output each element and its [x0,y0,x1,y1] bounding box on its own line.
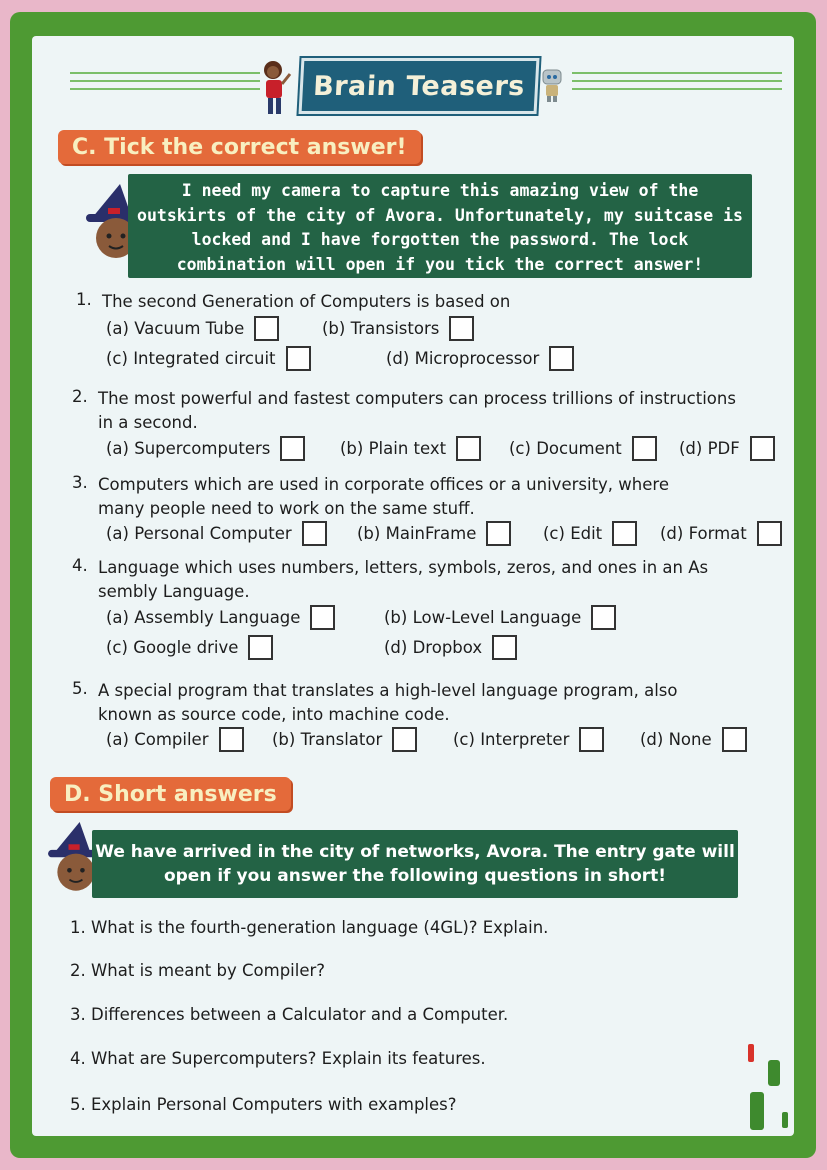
option-label: (c) Interpreter [453,730,570,749]
q3-option-a[interactable] [106,521,327,546]
tick-box[interactable] [486,521,511,546]
section-c-heading-text: C. Tick the correct answer! [72,134,407,160]
q1-option-c[interactable] [106,346,311,371]
tick-box[interactable] [750,436,775,461]
short-answer-5: 5. Explain Personal Computers with examples? [70,1095,457,1114]
option-label: (d) PDF [679,439,740,458]
q5-option-b[interactable] [272,727,417,752]
tick-box[interactable] [591,605,616,630]
q5-option-a[interactable] [106,727,244,752]
q5-option-d[interactable] [640,727,747,752]
q4-option-c[interactable] [106,635,273,660]
short-answer-2: 2. What is meant by Compiler? [70,961,326,980]
tick-box[interactable] [219,727,244,752]
question-number: 1. [76,290,92,309]
question-stem: The second Generation of Computers is based on [102,292,511,311]
q4-option-b[interactable] [384,605,616,630]
option-label: (d) None [640,730,712,749]
section-c-intro: I need my camera to capture this amazing view of the outskirts of the city of Avora. Unfortunately, my suitcase is locked and I have forgotten the password. The lock combination will open if you tick the correct answer! [137,181,743,274]
question-stem: The most powerful and fastest computers can process trillions of instructions in a second. [98,389,736,432]
tick-box[interactable] [492,635,517,660]
section-d-intro: We have arrived in the city of networks, Avora. The entry gate will open if you answer the following questions in short! [95,842,735,886]
tick-box[interactable] [722,727,747,752]
tick-box[interactable] [302,521,327,546]
section-c-intro-banner [128,174,752,278]
q1-option-b[interactable] [322,316,474,341]
q4-option-a[interactable] [106,605,335,630]
option-label: (a) Supercomputers [106,439,271,458]
question-number: 3. [72,473,88,492]
q1-option-d[interactable] [386,346,574,371]
question-number: 4. [72,556,88,575]
q2-option-d[interactable] [679,436,775,461]
q5-option-c[interactable] [453,727,604,752]
q3-option-d[interactable] [660,521,782,546]
short-answer-3: 3. Differences between a Calculator and a Computer. [70,1005,509,1024]
option-label: (d) Microprocessor [386,349,540,368]
option-label: (c) Edit [543,524,603,543]
question-stem: Computers which are used in corporate offices or a university, where many people need to work on the same stuff. [98,475,669,518]
tick-box[interactable] [392,727,417,752]
tick-box[interactable] [286,346,311,371]
option-label: (c) Document [509,439,622,458]
tick-box[interactable] [612,521,637,546]
question-number: 2. [72,387,88,406]
option-label: (b) Translator [272,730,383,749]
option-label: (a) Personal Computer [106,524,292,543]
question-stem: A special program that translates a high-level language program, also known as source code, into machine code. [98,681,678,724]
section-d-intro-banner [92,830,738,898]
option-label: (b) Plain text [340,439,447,458]
tick-box[interactable] [757,521,782,546]
section-c-heading [58,130,421,164]
tick-box[interactable] [632,436,657,461]
header-lines-left [70,72,260,96]
q3-option-b[interactable] [357,521,511,546]
question-stem: Language which uses numbers, letters, symbols, zeros, and ones in an As sembly Language. [98,558,709,601]
section-d-heading [50,777,291,811]
option-label: (d) Dropbox [384,638,483,657]
header-lines-right [572,72,782,96]
option-label: (a) Compiler [106,730,209,749]
option-label: (a) Assembly Language [106,608,301,627]
crayon-decoration-icon [744,1042,792,1132]
option-label: (b) Transistors [322,319,440,338]
tick-box[interactable] [456,436,481,461]
title-banner [299,58,540,114]
tick-box[interactable] [449,316,474,341]
page-title: Brain Teasers [312,70,526,102]
question-number: 5. [72,679,88,698]
tick-box[interactable] [254,316,279,341]
q2-option-b[interactable] [340,436,481,461]
q2-option-c[interactable] [509,436,657,461]
section-d-heading-text: D. Short answers [64,781,277,807]
option-label: (b) MainFrame [357,524,477,543]
q3-option-c[interactable] [543,521,637,546]
tick-box[interactable] [549,346,574,371]
q1-option-a[interactable] [106,316,279,341]
robot-icon [538,66,566,104]
option-label: (c) Google drive [106,638,239,657]
q4-option-d[interactable] [384,635,517,660]
q2-option-a[interactable] [106,436,305,461]
option-label: (c) Integrated circuit [106,349,276,368]
tick-box[interactable] [310,605,335,630]
tick-box[interactable] [248,635,273,660]
option-label: (a) Vacuum Tube [106,319,245,338]
tick-box[interactable] [280,436,305,461]
option-label: (d) Format [660,524,747,543]
short-answer-1: 1. What is the fourth-generation language (4GL)? Explain. [70,918,549,937]
option-label: (b) Low-Level Language [384,608,582,627]
girl-mascot-icon [258,58,292,118]
short-answer-4: 4. What are Supercomputers? Explain its features. [70,1049,486,1068]
tick-box[interactable] [579,727,604,752]
